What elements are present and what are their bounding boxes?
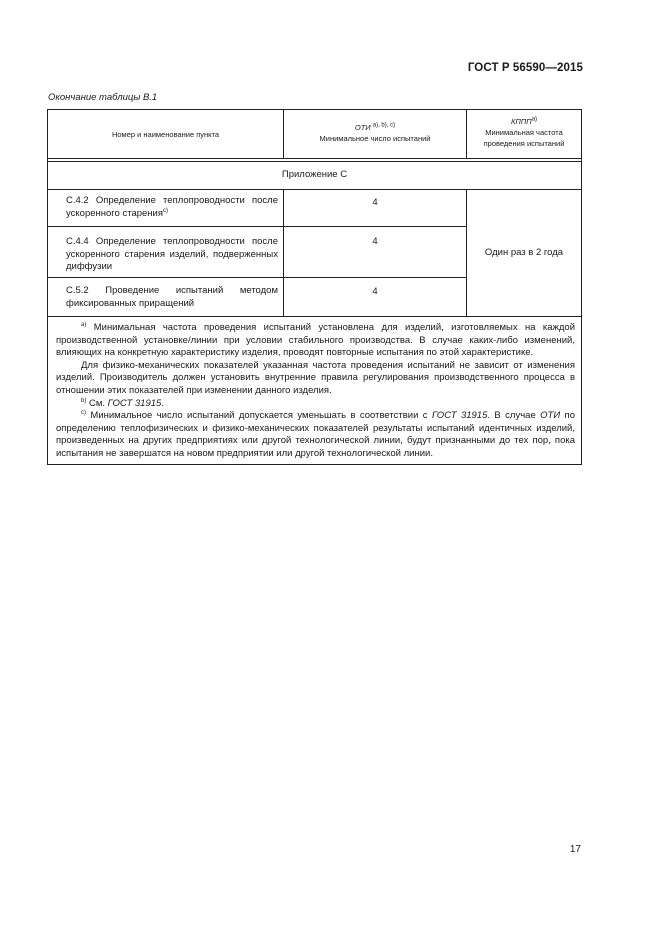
document-code: ГОСТ Р 56590—2015 [467, 62, 583, 74]
table-row-item: С.4.4 Определение теплопроводности после ускоренного старения изделий, подверженных диффузии [66, 236, 278, 272]
footnote-c: $^{c)}$ Минимальное число испытаний допускается уменьшать в соответствии с ГОСТ 31915. В случае ОТИ по определению теплофизических и физико-механических показателей результаты испытаний идентичных изделий, произведенных на других предприятиях или другой технологической линии, будут признанными до тех пор, пока испытания не завершатся на новом предприятии или другой технологической линии. [56, 410, 575, 459]
oti-abbr: ОТИ [354, 123, 371, 132]
section-title: Приложение С [281, 169, 348, 180]
frequency-value: Один раз в 2 года [484, 247, 564, 258]
kppp-footnote-ref: а) [531, 116, 538, 123]
oti-footnote-refs: а), b), c) [372, 122, 396, 129]
footnote-a-continued: Для физико-механических показателей указанная частота проведения испытаний не зависит от изменения изделий. Производитель должен установить внутренние правила регулирования производственного процесса в отношении этих показателей при изменении данного изделия. [56, 359, 575, 396]
col-divider [283, 161, 284, 162]
header-divider-double [48, 161, 581, 162]
footnote-b: $^{b)}$ См. ГОСТ 31915. [81, 397, 164, 409]
kppp-description-2: проведения испытаний [483, 139, 565, 148]
col-header-kppp [467, 116, 581, 149]
row-footnote-ref: c) [163, 207, 169, 214]
table-footnotes [56, 322, 575, 461]
table-row-item: С.5.2 Проведение испытаний методом фиксированных приращений [66, 285, 278, 309]
table-row-item: С.4.2 Определение теплопроводности после ускоренного старения$^{c)}$ [66, 195, 278, 219]
section-divider [48, 189, 581, 190]
row-divider [48, 277, 466, 278]
table-body-bottom [48, 316, 581, 317]
kppp-abbr: КППП [510, 117, 532, 126]
header-divider [48, 158, 581, 159]
oti-description: Минимальное число испытаний [319, 134, 431, 143]
table-caption: Окончание таблицы В.1 [48, 92, 158, 103]
kppp-description-1: Минимальная частота [485, 128, 563, 137]
table-row-value: 4 [372, 197, 378, 208]
table-row-value: 4 [372, 286, 378, 297]
row-divider [48, 226, 466, 227]
col-header-item: Номер и наименование пункта [111, 130, 220, 139]
col-header-oti [284, 122, 466, 144]
page-number: 17 [569, 844, 581, 855]
table-row-value: 4 [372, 236, 378, 247]
footnote-a: $^{а)}$ Минимальная частота проведения испытаний установлена для изделий, изготовляемых на каждой производственной установке/линии при условии стабильного производства. В случае каких-либо изменений, влияющих на конкретную характеристику изделия, проводят повторные испытания по этой характеристике. [56, 321, 576, 359]
